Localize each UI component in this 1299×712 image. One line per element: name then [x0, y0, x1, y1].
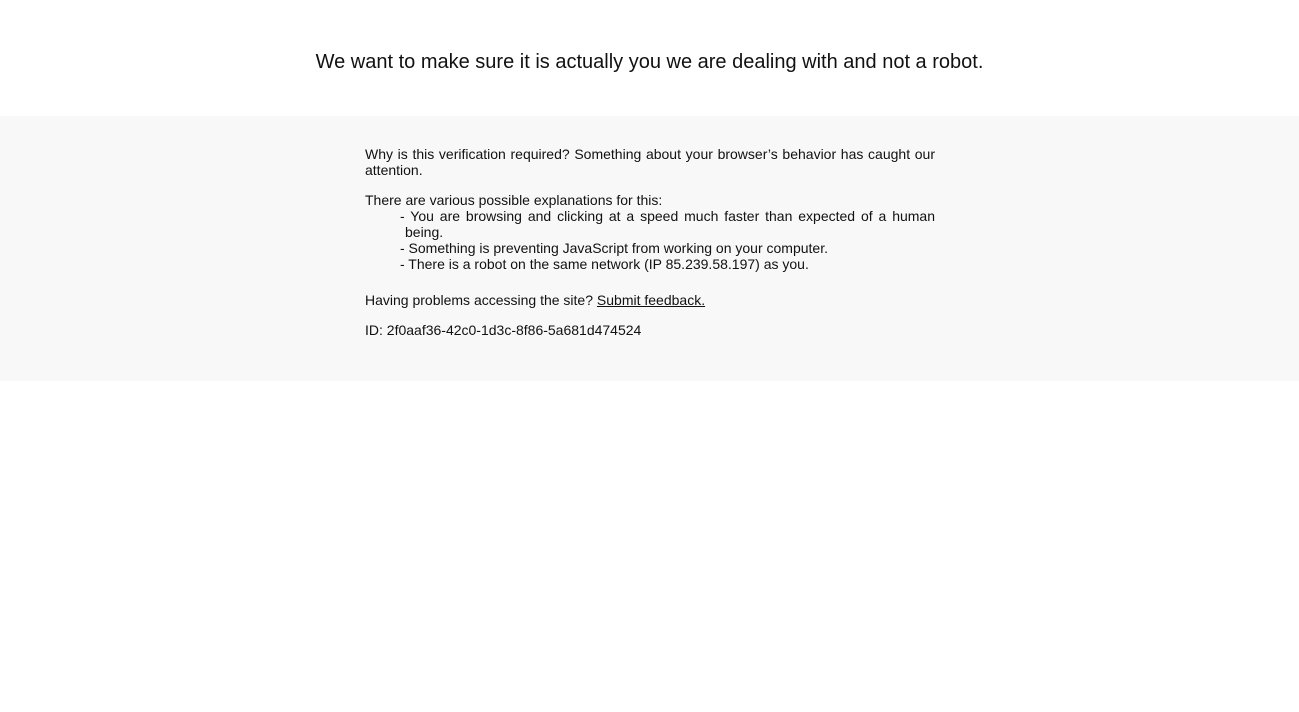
submit-feedback-link[interactable]: Submit feedback. — [596, 292, 706, 308]
info-content — [365, 146, 935, 338]
feedback-prefix: Having problems accessing the site? — [365, 292, 594, 308]
page-headline: We want to make sure it is actually you we are dealing with and not a robot. — [315, 51, 984, 73]
reason-item: - There is a robot on the same network (IP 85.239.58.197) as you. — [400, 256, 809, 272]
request-id: ID: 2f0aaf36-42c0-1d3c-8f86-5a681d474524 — [365, 322, 642, 338]
reason-item: - Something is preventing JavaScript from working on your computer. — [400, 240, 828, 256]
reasons-intro: There are various possible explanations for this: — [365, 192, 663, 208]
feedback-line — [365, 292, 935, 308]
reasons-list — [365, 208, 935, 272]
reason-item: - You are browsing and clicking at a speed much faster than expected of a human being. — [400, 208, 935, 240]
why-verification-text: Why is this verification required? Something about your browser’s behavior has caught our attention. — [365, 146, 935, 178]
info-panel — [0, 116, 1299, 381]
